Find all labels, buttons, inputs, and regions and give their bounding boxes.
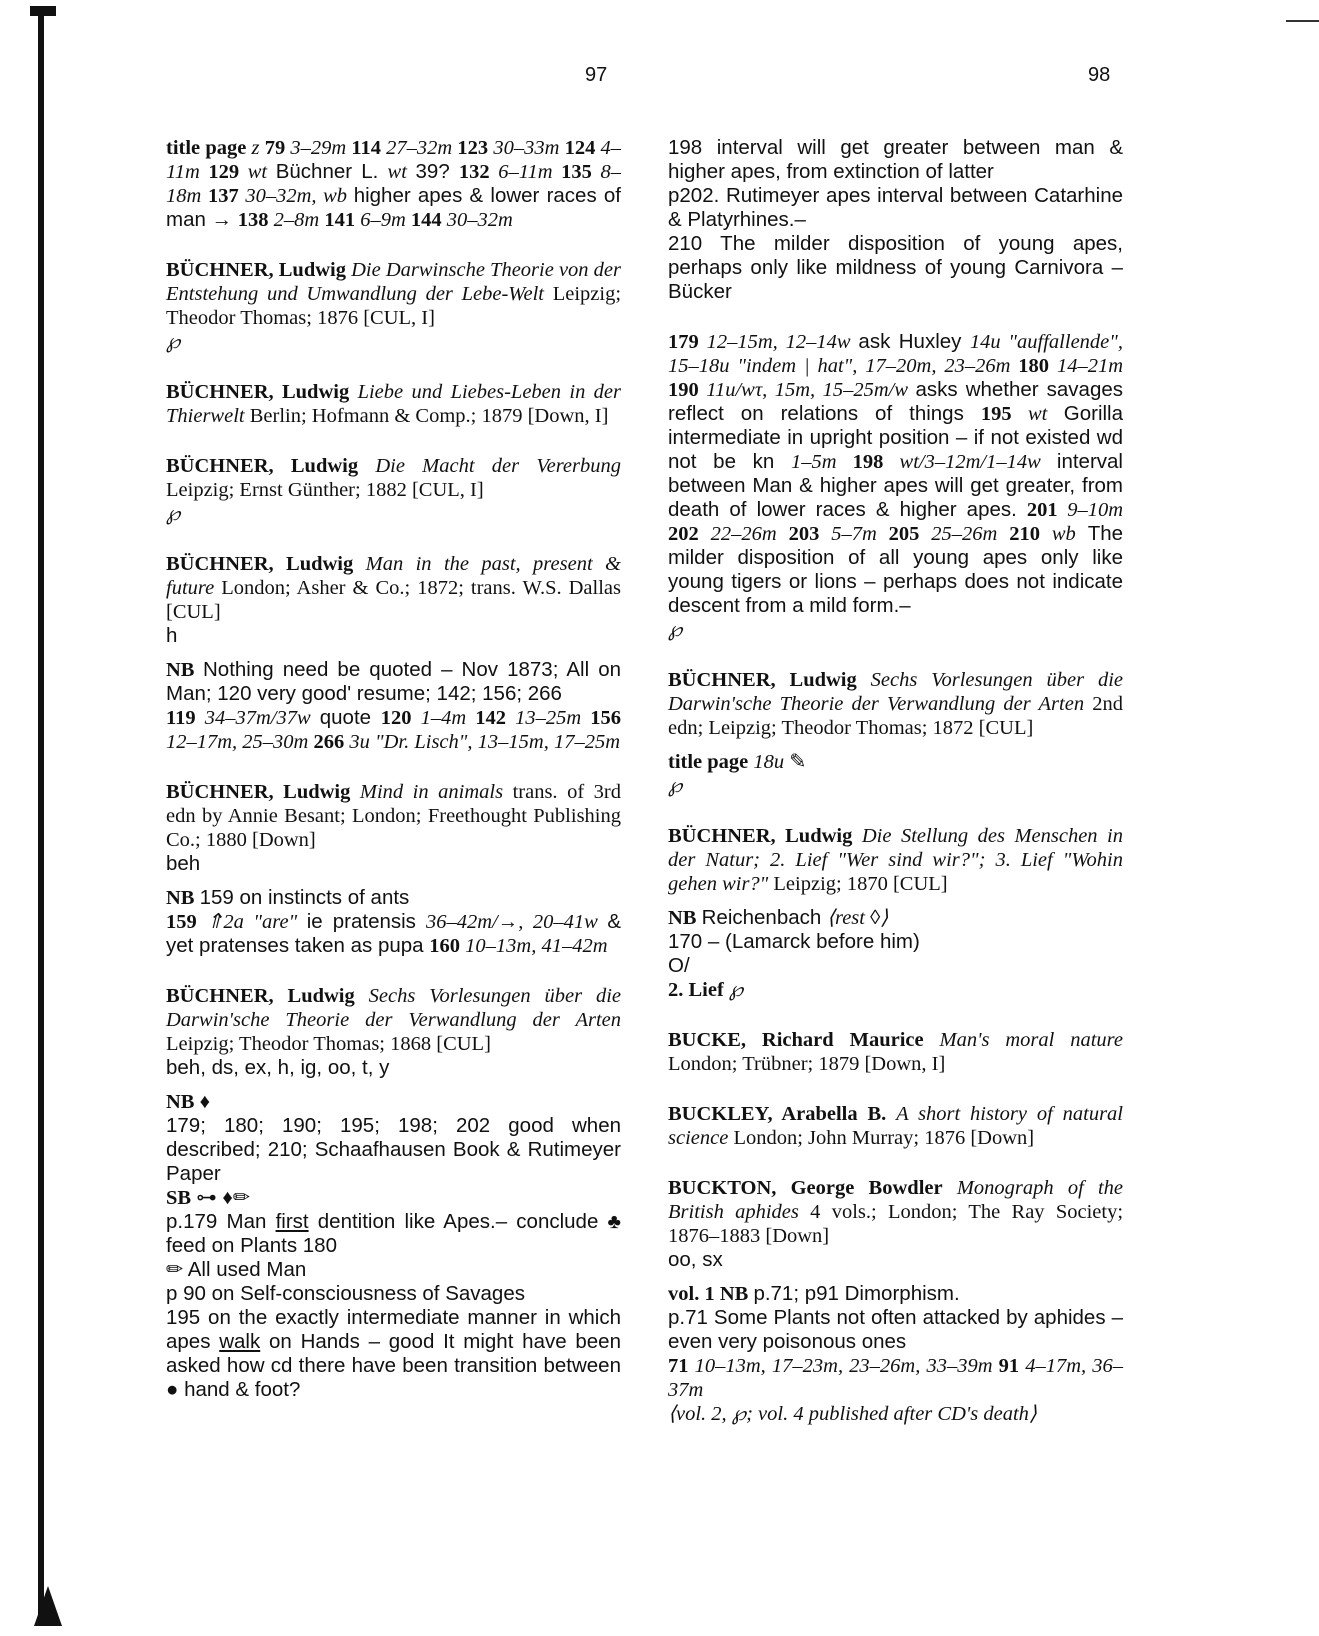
entry-note xyxy=(166,1258,621,1282)
text-run: 11u/wτ, 15m, 15–25m/w xyxy=(706,379,916,401)
entry-author: BUCKLEY, Arabella B. xyxy=(668,1103,887,1125)
marginalia-line xyxy=(668,330,1123,618)
entry-note xyxy=(668,906,1123,930)
text-run: 3–29m xyxy=(290,137,352,159)
entry-title: Die Stellung des Menschen in der Natur; 2. Lief "Wer sind wir?"; 3. Lief "Wohin gehen wir?" xyxy=(668,825,1123,895)
text-run: 22–26m xyxy=(710,523,789,545)
entry-imprint: London; John Murray; 1876 [Down] xyxy=(733,1127,1035,1149)
entry-author: BÜCHNER, Ludwig xyxy=(166,553,354,575)
text-run: 12–15m, 12–14w xyxy=(706,331,859,353)
entry-imprint: Leipzig; Theodor Thomas; 1868 [CUL] xyxy=(166,1033,491,1055)
entry-imprint: 2nd edn; Leipzig; Theodor Thomas; 1872 [CUL] xyxy=(668,693,1123,739)
text-run: 205 xyxy=(888,523,932,545)
text-run: 202 xyxy=(668,523,711,545)
weierstrass-mark-icon: ℘ xyxy=(166,503,181,525)
bibliography-entry xyxy=(166,454,621,526)
text-run: wt xyxy=(1027,403,1064,425)
entry-author: BÜCHNER, Ludwig xyxy=(166,781,351,803)
text-run: 266 xyxy=(313,731,350,753)
bibliography-entry xyxy=(668,1102,1123,1150)
text-run: p.71 Some Plants not often attacked by aphides – even very poisonous ones xyxy=(668,1306,1123,1353)
text-run: 135 xyxy=(561,161,601,183)
text-run: 2–8m xyxy=(273,209,325,231)
spacer xyxy=(668,740,1123,750)
text-run: z xyxy=(251,137,265,159)
entry-note xyxy=(166,1114,621,1186)
weierstrass-mark-icon: ℘ xyxy=(166,331,181,353)
text-run: Reichenbach xyxy=(701,906,827,929)
text-run: 79 xyxy=(264,137,291,159)
spacer xyxy=(668,896,1123,906)
text-run: 5–7m xyxy=(831,523,889,545)
text-run: SB xyxy=(166,1187,197,1209)
entry-imprint: Berlin; Hofmann & Comp.; 1879 [Down, I] xyxy=(249,405,609,427)
text-run: dentition like Apes.– conclude ♣ feed on Plants 180 xyxy=(166,1210,621,1257)
intro-line xyxy=(668,232,1123,304)
entry-title: A short history of natural science xyxy=(668,1103,1123,1149)
entry-title: Sechs Vorlesungen über die Darwin'sche Theorie der Verwandlung der Arten xyxy=(166,985,621,1031)
bibliography-entry xyxy=(166,380,621,428)
text-run: 6–11m xyxy=(498,161,562,183)
text-run: 119 xyxy=(166,707,205,729)
text-run: 34–37m/37w xyxy=(204,707,320,729)
text-run: ℘ xyxy=(668,775,683,797)
text-run: 198 xyxy=(852,451,900,473)
entry-citation xyxy=(166,552,621,624)
text-run: 27–32m xyxy=(386,137,458,159)
bibliography-entry xyxy=(166,258,621,354)
text-run: vol. 1 NB xyxy=(668,1283,754,1305)
entry-citation xyxy=(166,258,621,330)
page-number-left: 97 xyxy=(585,64,608,86)
text-run: 124 xyxy=(564,137,601,159)
text-run: 141 xyxy=(324,209,361,231)
text-run: 138 xyxy=(237,209,274,231)
bibliography-entry xyxy=(166,984,621,1402)
page-number-right: 98 xyxy=(1088,64,1111,86)
entry-title: Die Macht der Vererbung xyxy=(375,455,621,477)
text-run: 12–17m, 25–30m xyxy=(166,731,314,753)
left-entries xyxy=(166,258,621,1402)
text-run: title page xyxy=(668,751,754,773)
entry-citation xyxy=(166,780,621,852)
binding-edge xyxy=(38,8,44,1618)
text-run: Nothing need be quoted – Nov 1873; All on Man; 120 very good' resume; 142; 156; 266 xyxy=(166,658,621,705)
text-run: 129 xyxy=(208,161,248,183)
text-run: quote xyxy=(319,706,381,729)
text-run: first xyxy=(275,1210,309,1233)
text-run: 39? xyxy=(415,160,459,183)
text-run: 159 on instincts of ants xyxy=(199,886,410,909)
text-run: ⟨vol. 2, ℘; vol. 4 published after CD's death⟩ xyxy=(668,1403,1037,1425)
entry-mark: beh, ds, ex, h, ig, oo, t, y xyxy=(166,1056,390,1079)
entry-mark: oo, sx xyxy=(668,1248,723,1271)
text-run: 13–25m xyxy=(515,707,591,729)
entry-note xyxy=(668,774,1123,798)
text-run: 30–32m xyxy=(446,209,513,231)
text-run: 210 The milder disposition of young apes, perhaps only like mildness of young Carnivora – Bücker xyxy=(668,232,1123,303)
entry-imprint: Leipzig; Ernst Günther; 1882 [CUL, I] xyxy=(166,479,484,501)
right-entries xyxy=(668,668,1123,1426)
text-run: 2. Lief xyxy=(668,979,729,1001)
text-run: 159 xyxy=(166,911,207,933)
text-run: 10–13m, 41–42m xyxy=(465,935,608,957)
bibliography-entry xyxy=(668,824,1123,1002)
text-run: 14–21m xyxy=(1056,355,1123,377)
text-run: 179; 180; 190; 195; 198; 202 good when described; 210; Schaafhausen Book & Rutimeyer Paper xyxy=(166,1114,621,1185)
text-run: wt xyxy=(387,161,416,183)
text-run: 195 xyxy=(980,403,1028,425)
bibliography-entry xyxy=(668,668,1123,798)
entry-citation xyxy=(166,984,621,1056)
text-run: 144 xyxy=(410,209,447,231)
text-run: NB xyxy=(166,659,203,681)
spacer xyxy=(166,1080,621,1090)
text-run: wt/3–12m/1–14w xyxy=(899,451,1057,473)
text-run: 137 xyxy=(207,185,246,207)
text-run: 4–17m, 36–37m xyxy=(668,1355,1124,1401)
entry-note xyxy=(166,1186,621,1210)
entry-title: Sechs Vorlesungen über die Darwin'sche Theorie der Verwandlung der Arten xyxy=(668,669,1123,715)
entry-mark: h xyxy=(166,624,178,647)
text-run: 156 xyxy=(590,707,622,729)
entry-author: BÜCHNER, Ludwig xyxy=(668,825,853,847)
text-run: 9–10m xyxy=(1067,499,1123,521)
text-run: p.71; p91 Dimorphism. xyxy=(753,1282,960,1305)
text-run: 30–33m xyxy=(493,137,565,159)
text-run: 170 – (Lamarck before him) xyxy=(668,930,920,953)
text-run: NB xyxy=(668,907,702,929)
text-run: 18u xyxy=(753,751,790,773)
intro-line xyxy=(166,136,621,232)
entry-imprint: 4 vols.; London; The Ray Society; 1876–1883 [Down] xyxy=(668,1201,1124,1247)
entry-title: Monograph of the British aphides xyxy=(668,1177,1124,1223)
entry-mark: beh xyxy=(166,852,201,875)
entry-imprint: trans. of 3rd edn by Annie Besant; London; Freethought Publishing Co.; 1880 [Down] xyxy=(166,781,621,851)
text-run: interval between Man & higher apes will get greater, from death of lower races & higher apes. xyxy=(668,450,1123,521)
entry-author: BÜCHNER, Ludwig xyxy=(166,381,350,403)
entry-note xyxy=(166,706,621,754)
entry-note xyxy=(166,910,621,958)
bibliography-entry xyxy=(166,780,621,958)
text-run: p.179 Man xyxy=(166,1210,276,1233)
bibliography-entry xyxy=(668,1176,1123,1426)
right-intro xyxy=(668,136,1123,304)
entry-citation xyxy=(668,1028,1123,1076)
entry-title: Die Darwinsche Theorie von der Entstehung und Umwandlung der Lebe-Welt xyxy=(166,259,621,305)
text-run: p202. Rutimeyer apes interval between Catarhine & Platyrhines.– xyxy=(668,184,1123,231)
entry-note xyxy=(668,978,1123,1002)
text-run: 198 interval will get greater between man & higher apes, from extinction of latter xyxy=(668,136,1123,183)
text-run: 195 on the exactly intermediate manner in which apes xyxy=(166,1306,621,1353)
entry-author: BUCKTON, George Bowdler xyxy=(668,1177,943,1199)
text-run: NB xyxy=(166,1091,200,1113)
text-run: 1–5m xyxy=(791,451,853,473)
text-run: ✏ All used Man xyxy=(166,1258,307,1281)
text-run: Gorilla intermediate in upright position – if not existed wd not be kn xyxy=(668,402,1124,473)
entry-author: BÜCHNER, Ludwig xyxy=(166,985,355,1007)
text-run: ⊶ ♦✏ xyxy=(196,1186,251,1209)
entry-imprint: Leipzig; 1870 [CUL] xyxy=(773,873,948,895)
text-run: title page xyxy=(166,137,252,159)
text-run: ⇑2a "are" xyxy=(206,911,307,933)
text-run: 123 xyxy=(457,137,494,159)
entry-note xyxy=(668,1282,1123,1306)
right-marginalia xyxy=(668,330,1123,642)
binding-edge-bottom xyxy=(34,1586,62,1626)
entry-citation xyxy=(668,1102,1123,1150)
entry-author: BÜCHNER, Ludwig xyxy=(668,669,857,691)
text-run: The milder disposition of all young apes only like young tigers or lions – perhaps does not indicate descent from a mild form.– xyxy=(668,522,1124,617)
bibliography-entry xyxy=(166,552,621,754)
entry-note xyxy=(166,1090,621,1114)
text-run: ✎ xyxy=(789,750,807,773)
text-run: asks whether savages reflect on relations of things xyxy=(668,378,1124,425)
entry-author: BÜCHNER, Ludwig xyxy=(166,455,359,477)
text-run: ℘ xyxy=(668,619,683,641)
entry-citation xyxy=(668,1176,1123,1248)
text-run: 30–32m, wb xyxy=(245,185,354,207)
text-run: 201 xyxy=(1026,499,1068,521)
entry-note xyxy=(166,1282,621,1306)
text-run: on Hands – good It might have been asked how cd there have been transition between ● hand & foot? xyxy=(166,1330,621,1401)
text-run: walk xyxy=(219,1330,261,1353)
left-column xyxy=(166,136,621,1428)
left-intro xyxy=(166,136,621,232)
bibliography-entry xyxy=(668,1028,1123,1076)
entry-note xyxy=(166,658,621,706)
text-run: 210 xyxy=(1009,523,1052,545)
entry-note xyxy=(668,1402,1123,1426)
text-run: 14u "auffallende", 15–18u "indem | hat", 17–20m, 23–26m xyxy=(668,331,1123,377)
text-run: 3u "Dr. Lisch", 13–15m, 17–25m xyxy=(349,731,620,753)
text-run: 71 xyxy=(668,1355,695,1377)
text-run: 203 xyxy=(788,523,832,545)
text-run: 6–9m xyxy=(360,209,411,231)
entry-title: Man's moral nature xyxy=(939,1029,1123,1051)
right-column xyxy=(668,136,1123,1452)
text-run: ie pratensis xyxy=(306,910,426,933)
text-run: 142 xyxy=(475,707,516,729)
entry-citation xyxy=(668,668,1123,740)
corner-mark xyxy=(1286,20,1319,22)
entry-title: Mind in animals xyxy=(359,781,504,803)
text-run: 190 xyxy=(668,379,707,401)
text-run: higher apes & lower races of man → xyxy=(166,184,621,231)
text-run: wb xyxy=(1051,523,1088,545)
entry-note xyxy=(668,1354,1123,1402)
spacer xyxy=(668,1272,1123,1282)
text-run: ask Huxley xyxy=(858,330,970,353)
text-run: 114 xyxy=(351,137,387,159)
entry-note xyxy=(166,886,621,910)
text-run: 179 xyxy=(668,331,707,353)
text-run: Büchner L. xyxy=(275,160,388,183)
text-run: 1–4m xyxy=(420,707,476,729)
intro-line xyxy=(668,184,1123,232)
entry-note xyxy=(166,1306,621,1402)
text-run: 36–42m/→, 20–41w xyxy=(426,911,608,933)
entry-imprint: London; Trübner; 1879 [Down, I] xyxy=(668,1053,946,1075)
text-run: ⟨rest ◊⟩ xyxy=(826,907,889,929)
text-run: 120 xyxy=(380,707,421,729)
text-run: 8–18m xyxy=(166,161,622,207)
entry-citation xyxy=(166,454,621,502)
marginalia-line xyxy=(668,618,1123,642)
entry-author: BUCKE, Richard Maurice xyxy=(668,1029,924,1051)
text-run: 132 xyxy=(458,161,499,183)
text-run: ♦ xyxy=(199,1090,211,1113)
text-run: 180 xyxy=(1018,355,1057,377)
text-run: 160 xyxy=(429,935,466,957)
text-run: 4–11m xyxy=(166,137,622,183)
text-run: & yet pratenses taken as pupa xyxy=(166,910,621,957)
entry-note xyxy=(668,1306,1123,1354)
text-run: O/ xyxy=(668,954,690,977)
entry-imprint: London; Asher & Co.; 1872; trans. W.S. Dallas [CUL] xyxy=(166,577,621,623)
text-run: p 90 on Self-consciousness of Savages xyxy=(166,1282,525,1305)
entry-imprint: Leipzig; Theodor Thomas; 1876 [CUL, I] xyxy=(166,283,622,329)
text-run: 10–13m, 17–23m, 23–26m, 33–39m xyxy=(694,1355,999,1377)
entry-title: Man in the past, present & future xyxy=(166,553,621,599)
entry-author: BÜCHNER, Ludwig xyxy=(166,259,346,281)
entry-note xyxy=(166,1210,621,1258)
text-run: NB xyxy=(166,887,200,909)
text-run: 25–26m xyxy=(931,523,1010,545)
text-run: ℘ xyxy=(728,979,744,1001)
entry-note xyxy=(668,930,1123,954)
entry-title: Liebe und Liebes-Leben in der Thierwelt xyxy=(166,381,621,427)
entry-note xyxy=(668,954,1123,978)
text-run: wt xyxy=(247,161,276,183)
spacer xyxy=(166,876,621,886)
entry-citation xyxy=(668,824,1123,896)
entry-citation xyxy=(166,380,621,428)
entry-note xyxy=(668,750,1123,774)
intro-line xyxy=(668,136,1123,184)
spacer xyxy=(166,648,621,658)
text-run: 91 xyxy=(998,1355,1026,1377)
